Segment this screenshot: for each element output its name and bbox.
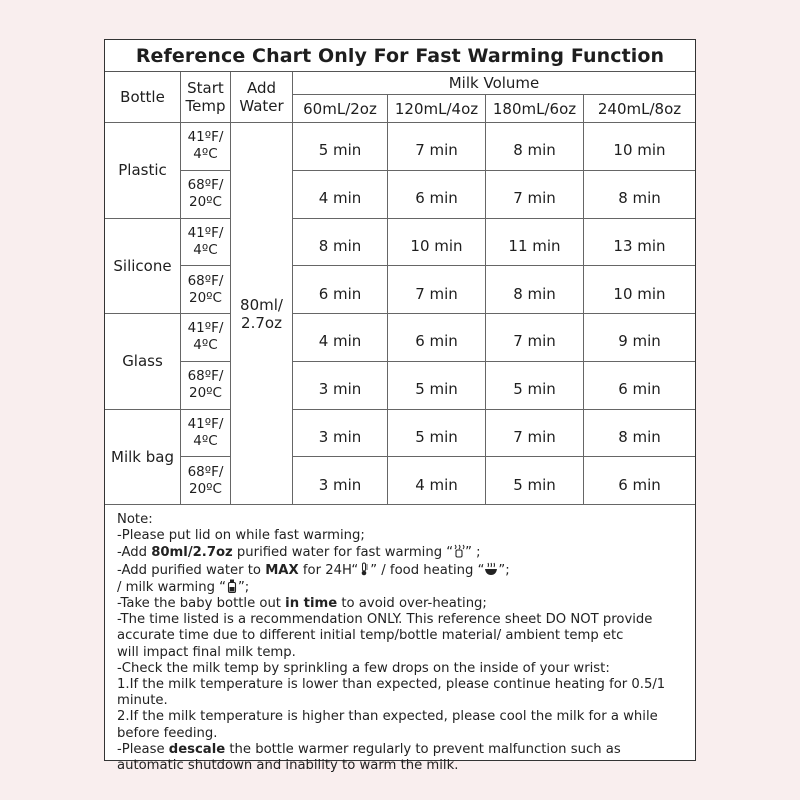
reference-chart bbox=[104, 39, 696, 774]
bottle-type: Plastic bbox=[105, 123, 181, 219]
notes-heading: Note: bbox=[117, 512, 153, 527]
start-temp-warm: 68ºF/ 20ºC bbox=[181, 266, 231, 314]
time-cell: 4 min bbox=[388, 457, 486, 505]
header-volume: 60mL/2oz bbox=[293, 95, 388, 123]
time-cell: 8 min bbox=[584, 171, 695, 219]
milk-warming-icon bbox=[226, 579, 238, 593]
bottle-type: Glass bbox=[105, 314, 181, 410]
warming-time-table bbox=[105, 72, 695, 505]
note-line: -Please put lid on while fast warming; bbox=[117, 528, 365, 544]
time-cell: 8 min bbox=[584, 410, 695, 458]
time-cell: 10 min bbox=[584, 266, 695, 314]
add-water-value: 80ml/ 2.7oz bbox=[231, 123, 293, 505]
note-line: -Please descale the bottle warmer regularly to prevent malfunction such as bbox=[117, 741, 621, 757]
note-line: automatic shutdown and inability to warm the milk. bbox=[117, 758, 459, 774]
food-heating-icon bbox=[484, 562, 498, 576]
time-cell: 5 min bbox=[388, 410, 486, 458]
time-cell: 3 min bbox=[293, 410, 388, 458]
time-cell: 8 min bbox=[486, 266, 584, 314]
time-cell: 7 min bbox=[486, 171, 584, 219]
note-line: 1.If the milk temperature is lower than expected, please continue heating for 0.5/1 bbox=[117, 677, 666, 693]
time-cell: 10 min bbox=[388, 219, 486, 267]
note-line: -Add purified water to MAX for 24H“ ” / food heating “ ”; bbox=[117, 562, 510, 578]
bottle-type: Milk bag bbox=[105, 410, 181, 506]
time-cell: 11 min bbox=[486, 219, 584, 267]
time-cell: 8 min bbox=[486, 123, 584, 171]
note-line: -Take the baby bottle out in time to avoid over-heating; bbox=[117, 596, 487, 612]
time-cell: 6 min bbox=[293, 266, 388, 314]
notes-section bbox=[117, 512, 685, 774]
time-cell: 6 min bbox=[584, 457, 695, 505]
header-volume: 240mL/8oz bbox=[584, 95, 695, 123]
header-volume: 120mL/4oz bbox=[388, 95, 486, 123]
time-cell: 7 min bbox=[486, 314, 584, 362]
start-temp-cold: 41ºF/ 4ºC bbox=[181, 410, 231, 458]
header-volume: 180mL/6oz bbox=[486, 95, 584, 123]
time-cell: 4 min bbox=[293, 314, 388, 362]
note-line: / milk warming “ ”; bbox=[117, 579, 250, 595]
time-cell: 8 min bbox=[293, 219, 388, 267]
time-cell: 3 min bbox=[293, 362, 388, 410]
start-temp-warm: 68ºF/ 20ºC bbox=[181, 171, 231, 219]
header-start-temp: Start Temp bbox=[181, 72, 231, 123]
header-add-water: Add Water bbox=[231, 72, 293, 123]
note-line: 2.If the milk temperature is higher than expected, please cool the milk for a while bbox=[117, 709, 658, 725]
time-cell: 4 min bbox=[293, 171, 388, 219]
time-cell: 6 min bbox=[584, 362, 695, 410]
note-line: -The time listed is a recommendation ONLY. This reference sheet DO NOT provide bbox=[117, 612, 653, 628]
time-cell: 9 min bbox=[584, 314, 695, 362]
note-line: -Check the milk temp by sprinkling a few drops on the inside of your wrist: bbox=[117, 660, 610, 676]
header-bottle: Bottle bbox=[105, 72, 181, 123]
header-milk-volume: Milk Volume bbox=[293, 72, 695, 95]
time-cell: 6 min bbox=[388, 171, 486, 219]
time-cell: 7 min bbox=[388, 266, 486, 314]
note-line: will impact final milk temp. bbox=[117, 644, 296, 660]
time-cell: 10 min bbox=[584, 123, 695, 171]
time-cell: 6 min bbox=[388, 314, 486, 362]
time-cell: 5 min bbox=[293, 123, 388, 171]
time-cell: 7 min bbox=[486, 410, 584, 458]
time-cell: 5 min bbox=[486, 362, 584, 410]
start-temp-cold: 41ºF/ 4ºC bbox=[181, 314, 231, 362]
bottle-type: Silicone bbox=[105, 219, 181, 315]
time-cell: 13 min bbox=[584, 219, 695, 267]
time-cell: 5 min bbox=[486, 457, 584, 505]
note-line: accurate time due to different initial temp/bottle material/ ambient temp etc bbox=[117, 628, 624, 644]
time-cell: 3 min bbox=[293, 457, 388, 505]
start-temp-warm: 68ºF/ 20ºC bbox=[181, 457, 231, 505]
start-temp-cold: 41ºF/ 4ºC bbox=[181, 123, 231, 171]
start-temp-warm: 68ºF/ 20ºC bbox=[181, 362, 231, 410]
chart-title: Reference Chart Only For Fast Warming Function bbox=[105, 40, 695, 72]
start-temp-cold: 41ºF/ 4ºC bbox=[181, 219, 231, 267]
note-line: before feeding. bbox=[117, 725, 218, 741]
fast-warming-icon bbox=[453, 544, 465, 558]
note-line: -Add 80ml/2.7oz purified water for fast warming “ ” ; bbox=[117, 545, 481, 561]
time-cell: 7 min bbox=[388, 123, 486, 171]
thermometer-icon bbox=[358, 562, 370, 576]
note-line: minute. bbox=[117, 693, 168, 709]
time-cell: 5 min bbox=[388, 362, 486, 410]
